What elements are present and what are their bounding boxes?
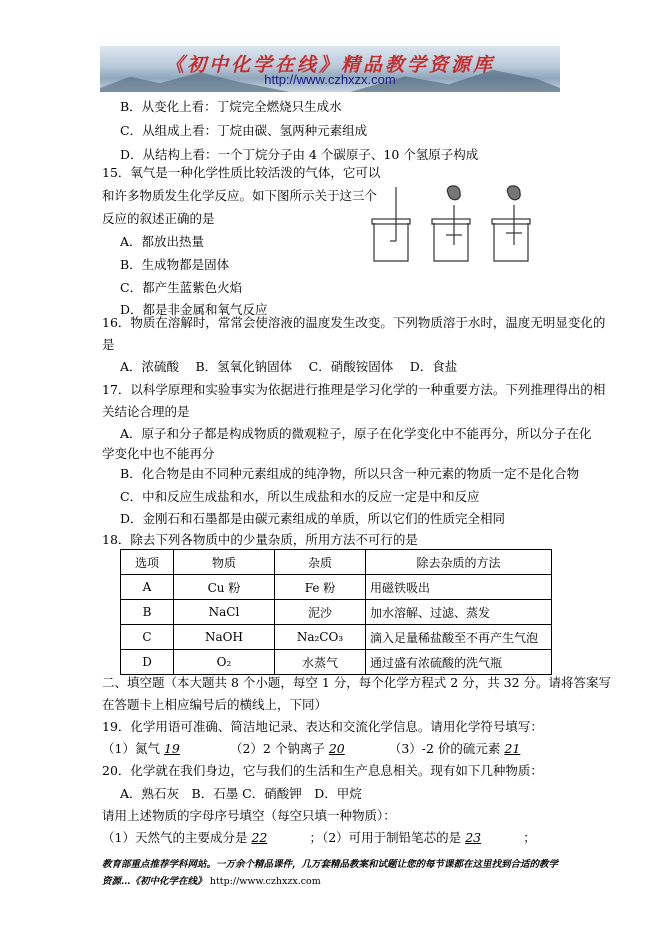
q20-part1-label: （1）天然气的主要成分是 xyxy=(102,830,248,845)
page-footer xyxy=(102,856,562,890)
q17-option-a-2: 学变化中也不能再分 xyxy=(102,446,215,461)
table-row xyxy=(121,575,552,600)
q14-option-c: C．从组成上看：丁烷由碳、氢两种元素组成 xyxy=(120,123,368,138)
table-row xyxy=(121,600,552,625)
q14-option-d: D．从结构上看：一个丁烷分子由 4 个碳原子、10 个氢原子构成 xyxy=(120,147,479,162)
q19-part3-label: （3）-2 价的硫元素 xyxy=(388,741,501,756)
impurity-table xyxy=(120,549,552,675)
jar-1 xyxy=(372,187,410,261)
table-cell: Cu 粉 xyxy=(174,575,275,600)
banner-title: 《初中化学在线》精品教学资源库 xyxy=(164,54,495,76)
q17-stem-1: 17．以科学原理和实验事实为依据进行推理是学习化学的一种重要方法。下列推理得出的相 xyxy=(102,382,606,397)
q15-option-c: C．都产生蓝紫色火焰 xyxy=(120,280,243,295)
q17-option-d: D．金刚石和石墨都是由碳元素组成的单质，所以它们的性质完全相同 xyxy=(120,511,506,526)
q15-option-a: A．都放出热量 xyxy=(120,234,205,249)
answer-blank-19[interactable]: 19 xyxy=(163,741,180,756)
q15-stem-3: 反应的叙述正确的是 xyxy=(102,211,215,226)
q16-stem-1: 16．物质在溶解时，常常会使溶液的温度发生改变。下列物质溶于水时，温度无明显变化的 xyxy=(102,315,606,330)
banner-url[interactable]: http://www.czhxzx.com xyxy=(264,72,396,87)
table-header-cell: 物质 xyxy=(174,550,275,575)
section2-heading-2: 在答题卡上相应编号后的横线上，下同） xyxy=(102,697,328,712)
table-header-cell: 选项 xyxy=(121,550,174,575)
q15-option-d: D．都是非金属和氧气反应 xyxy=(120,302,268,317)
q20-instruction: 请用上述物质的字母序号填空（每空只填一种物质）： xyxy=(102,808,396,823)
q15-stem-1: 15．氧气是一种化学性质比较活泼的气体，它可以 xyxy=(102,165,381,180)
q17-option-c: C．中和反应生成盐和水，所以生成盐和水的反应一定是中和反应 xyxy=(120,489,480,504)
q19-part1-label: （1）氮气 xyxy=(102,741,160,756)
q15-stem-2: 和许多物质发生化学反应。如下图所示关于这三个 xyxy=(102,188,378,203)
header-banner xyxy=(100,46,560,92)
q17-option-a-1: A．原子和分子都是构成物质的微观粒子，原子在化学变化中不能再分，所以分子在化 xyxy=(120,426,592,441)
jar-2 xyxy=(432,186,470,261)
table-cell: 加水溶解、过滤、蒸发 xyxy=(366,600,552,625)
table-cell: 通过盛有浓硫酸的洗气瓶 xyxy=(366,650,552,675)
table-cell: Fe 粉 xyxy=(275,575,366,600)
q16-stem-2: 是 xyxy=(102,337,115,352)
q20-blanks xyxy=(102,828,536,846)
answer-blank-23[interactable]: 23 xyxy=(465,830,482,845)
table-header-cell: 除去杂质的方法 xyxy=(366,550,552,575)
q20-stem: 20．化学就在我们身边，它与我们的生活和生产息息相关。现有如下几种物质： xyxy=(102,763,543,778)
answer-blank-21[interactable]: 21 xyxy=(504,741,521,756)
table-cell: A xyxy=(121,575,174,600)
table-header-row xyxy=(121,550,552,575)
answer-blank-22[interactable]: 22 xyxy=(251,830,268,845)
table-cell: 用磁铁吸出 xyxy=(366,575,552,600)
table-cell: 泥沙 xyxy=(275,600,366,625)
q18-stem: 18．除去下列各物质中的少量杂质，所用方法不可行的是 xyxy=(102,532,418,547)
table-header-cell: 杂质 xyxy=(275,550,366,575)
table-cell: Na₂CO₃ xyxy=(275,625,366,650)
q19-blanks xyxy=(102,739,554,757)
q20-part2-label: ；（2）可用于制铅笔芯的是 xyxy=(309,830,462,845)
table-cell: 滴入足量稀盐酸至不再产生气泡 xyxy=(366,625,552,650)
table-row xyxy=(121,625,552,650)
q20-end: ； xyxy=(523,830,536,845)
table-cell: O₂ xyxy=(174,650,275,675)
q15-option-b: B．生成物都是固体 xyxy=(120,257,230,272)
q19-part2-label: （2）2 个钠离子 xyxy=(229,741,325,756)
table-cell: C xyxy=(121,625,174,650)
q17-option-b: B．化合物是由不同种元素组成的纯净物，所以只含一种元素的物质一定不是化合物 xyxy=(120,466,580,481)
combustion-jars-figure xyxy=(368,183,540,263)
q16-options: A．浓硫酸 B．氢氧化钠固体 C．硝酸铵固体 D．食盐 xyxy=(120,359,458,374)
answer-blank-20[interactable]: 20 xyxy=(328,741,345,756)
q19-stem: 19．化学用语可准确、简洁地记录、表达和交流化学信息。请用化学符号填写： xyxy=(102,719,543,734)
table-cell: D xyxy=(121,650,174,675)
jar-3 xyxy=(492,186,530,261)
section2-heading-1: 二、填空题（本大题共 8 个小题，每空 1 分，每个化学方程式 2 分，共 32 分。请将答案写 xyxy=(102,675,612,690)
footer-url[interactable]: http://www.czhxzx.com xyxy=(209,876,321,887)
q20-options: A．熟石灰 B．石墨 C．硝酸钾 D．甲烷 xyxy=(120,786,362,801)
table-cell: NaOH xyxy=(174,625,275,650)
table-cell: 水蒸气 xyxy=(275,650,366,675)
table-cell: B xyxy=(121,600,174,625)
footer-text: 教育部重点推荐学科网站。一万余个精品课件，几万套精品教案和试题让您的每节课都在这里找到合适的教学资源…《初中化学在线》 xyxy=(102,859,559,887)
table-cell: NaCl xyxy=(174,600,275,625)
q14-option-b: B．从变化上看：丁烷完全燃烧只生成水 xyxy=(120,99,342,114)
table-row xyxy=(121,650,552,675)
q17-stem-2: 关结论合理的是 xyxy=(102,404,190,419)
